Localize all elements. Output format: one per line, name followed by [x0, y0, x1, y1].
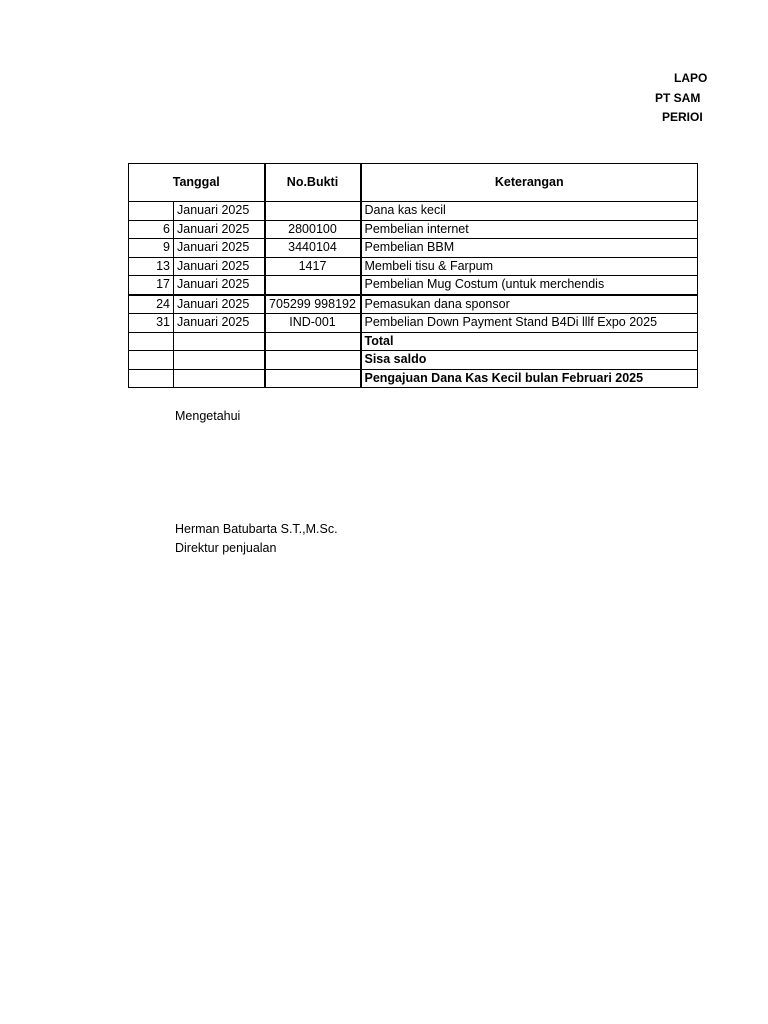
- table-row: [129, 295, 698, 314]
- acknowledge-label: Mengetahui: [175, 409, 241, 423]
- table-row: [129, 332, 698, 351]
- table-row: [129, 220, 698, 239]
- table-row: [129, 257, 698, 276]
- cell-day: [129, 202, 174, 221]
- cell-month: [174, 369, 265, 388]
- cell-no-bukti: [265, 351, 361, 370]
- cell-day: 6: [129, 220, 174, 239]
- cell-month: Januari 2025: [174, 220, 265, 239]
- cell-keterangan: Pembelian Mug Costum (untuk merchendis: [361, 276, 698, 295]
- cell-keterangan: Pembelian internet: [361, 220, 698, 239]
- signatory-position: Direktur penjualan: [175, 541, 277, 555]
- cell-keterangan: Dana kas kecil: [361, 202, 698, 221]
- header-tanggal: Tanggal: [129, 164, 265, 202]
- table-row: [129, 369, 698, 388]
- table-row: [129, 314, 698, 333]
- cell-keterangan: Pengajuan Dana Kas Kecil bulan Februari 2025: [361, 369, 698, 388]
- cell-no-bukti: [265, 332, 361, 351]
- cell-month: Januari 2025: [174, 239, 265, 258]
- signatory-name: Herman Batubarta S.T.,M.Sc.: [175, 522, 338, 536]
- cell-no-bukti: [265, 202, 361, 221]
- cell-day: [129, 332, 174, 351]
- cell-month: [174, 351, 265, 370]
- cell-month: [174, 332, 265, 351]
- table-row: [129, 239, 698, 258]
- cell-keterangan: Pembelian Down Payment Stand B4Di lllf Expo 2025: [361, 314, 698, 333]
- table-row: [129, 276, 698, 295]
- cell-month: Januari 2025: [174, 202, 265, 221]
- table-row: [129, 351, 698, 370]
- cell-month: Januari 2025: [174, 295, 265, 314]
- cell-keterangan: Pemasukan dana sponsor: [361, 295, 698, 314]
- company-name-line: PT SAM: [655, 91, 701, 105]
- cell-day: 17: [129, 276, 174, 295]
- cell-day: 13: [129, 257, 174, 276]
- cell-keterangan: Total: [361, 332, 698, 351]
- cell-no-bukti: 3440104: [265, 239, 361, 258]
- petty-cash-table: [128, 163, 698, 388]
- cell-day: [129, 369, 174, 388]
- period-line: PERIOI: [662, 110, 703, 124]
- cell-no-bukti: 1417: [265, 257, 361, 276]
- cell-keterangan: Membeli tisu & Farpum: [361, 257, 698, 276]
- cell-no-bukti: 2800100: [265, 220, 361, 239]
- cell-no-bukti: IND-001: [265, 314, 361, 333]
- cell-no-bukti: [265, 369, 361, 388]
- table-row: [129, 202, 698, 221]
- cell-day: 24: [129, 295, 174, 314]
- cell-month: Januari 2025: [174, 314, 265, 333]
- cell-keterangan: Pembelian BBM: [361, 239, 698, 258]
- cell-day: [129, 351, 174, 370]
- cell-day: 31: [129, 314, 174, 333]
- cell-keterangan: Sisa saldo: [361, 351, 698, 370]
- cell-no-bukti: [265, 276, 361, 295]
- report-title-line-1: LAPO: [674, 71, 708, 85]
- cell-no-bukti: 705299 998192: [265, 295, 361, 314]
- cell-day: 9: [129, 239, 174, 258]
- cell-month: Januari 2025: [174, 276, 265, 295]
- header-no-bukti: No.Bukti: [265, 164, 361, 202]
- cell-month: Januari 2025: [174, 257, 265, 276]
- table-header-row: [129, 164, 698, 202]
- header-keterangan: Keterangan: [361, 164, 698, 202]
